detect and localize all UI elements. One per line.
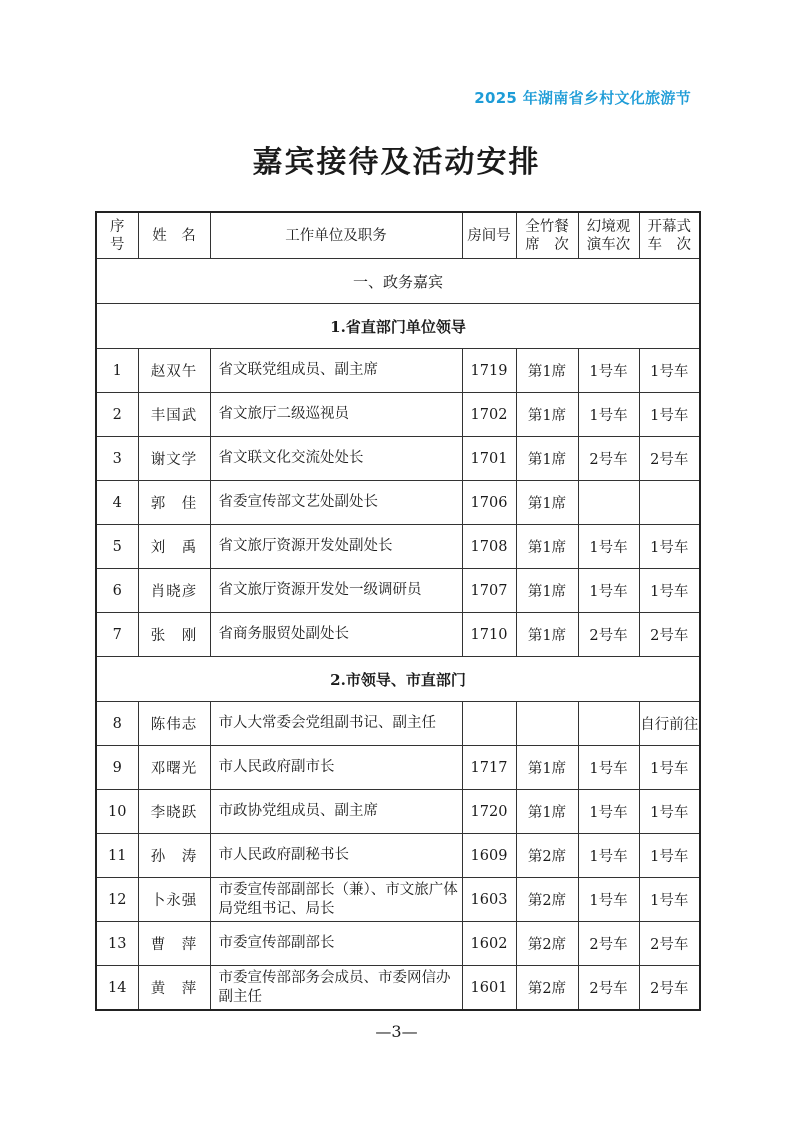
table-row <box>96 481 700 525</box>
cell-opening: 1号车 <box>639 746 700 790</box>
cell-show: 1号车 <box>578 393 639 437</box>
cell-opening: 1号车 <box>639 349 700 393</box>
cell-room: 1719 <box>462 349 516 393</box>
cell-room: 1602 <box>462 922 516 966</box>
cell-unit: 市委宣传部部务会成员、市委网信办副主任 <box>210 966 462 1011</box>
header-show: 幻境观演车次 <box>578 212 639 259</box>
cell-name: 李晓跃 <box>138 790 210 834</box>
table-row <box>96 393 700 437</box>
cell-opening: 2号车 <box>639 613 700 657</box>
cell-room: 1701 <box>462 437 516 481</box>
cell-room: 1609 <box>462 834 516 878</box>
cell-name: 邓曙光 <box>138 746 210 790</box>
header-unit: 工作单位及职务 <box>210 212 462 259</box>
cell-name: 黄 萍 <box>138 966 210 1011</box>
table-row <box>96 437 700 481</box>
cell-banquet: 第1席 <box>516 525 578 569</box>
cell-show: 1号车 <box>578 349 639 393</box>
cell-room: 1720 <box>462 790 516 834</box>
table-row <box>96 569 700 613</box>
festival-header: 2025 年湖南省乡村文化旅游节 <box>474 89 691 107</box>
table-row <box>96 790 700 834</box>
cell-seq: 10 <box>96 790 138 834</box>
table-row <box>96 878 700 922</box>
cell-unit: 省文联文化交流处处长 <box>210 437 462 481</box>
header-seq: 序号 <box>96 212 138 259</box>
subsection-row <box>96 657 700 702</box>
page-number: —3— <box>375 1022 418 1041</box>
cell-room: 1603 <box>462 878 516 922</box>
cell-opening: 1号车 <box>639 878 700 922</box>
cell-name: 赵双午 <box>138 349 210 393</box>
cell-unit: 省文旅厅二级巡视员 <box>210 393 462 437</box>
cell-banquet: 第2席 <box>516 966 578 1011</box>
cell-show: 2号车 <box>578 437 639 481</box>
cell-unit: 省委宣传部文艺处副处长 <box>210 481 462 525</box>
section-row <box>96 259 700 304</box>
cell-seq: 3 <box>96 437 138 481</box>
cell-unit: 省文联党组成员、副主席 <box>210 349 462 393</box>
cell-opening: 1号车 <box>639 834 700 878</box>
cell-show: 1号车 <box>578 746 639 790</box>
cell-seq: 2 <box>96 393 138 437</box>
cell-opening: 2号车 <box>639 922 700 966</box>
cell-banquet: 第1席 <box>516 746 578 790</box>
cell-seq: 9 <box>96 746 138 790</box>
cell-name: 丰国武 <box>138 393 210 437</box>
cell-show: 2号车 <box>578 922 639 966</box>
cell-name: 刘 禹 <box>138 525 210 569</box>
subsection-title: 2.市领导、市直部门 <box>96 657 700 702</box>
cell-banquet: 第1席 <box>516 790 578 834</box>
header-name: 姓 名 <box>138 212 210 259</box>
cell-seq: 4 <box>96 481 138 525</box>
header-room: 房间号 <box>462 212 516 259</box>
cell-seq: 11 <box>96 834 138 878</box>
cell-opening <box>639 481 700 525</box>
cell-unit: 市人民政府副秘书长 <box>210 834 462 878</box>
cell-opening: 1号车 <box>639 790 700 834</box>
table-row <box>96 349 700 393</box>
cell-banquet: 第2席 <box>516 922 578 966</box>
cell-unit: 市委宣传部副部长（兼）、市文旅广体局党组书记、局长 <box>210 878 462 922</box>
cell-show: 2号车 <box>578 966 639 1011</box>
cell-seq: 12 <box>96 878 138 922</box>
cell-unit: 市政协党组成员、副主席 <box>210 790 462 834</box>
table-row <box>96 922 700 966</box>
table-header-row <box>96 212 700 259</box>
cell-show: 1号车 <box>578 569 639 613</box>
cell-room: 1706 <box>462 481 516 525</box>
cell-banquet: 第1席 <box>516 481 578 525</box>
cell-room: 1707 <box>462 569 516 613</box>
cell-seq: 6 <box>96 569 138 613</box>
cell-opening: 2号车 <box>639 966 700 1011</box>
cell-banquet <box>516 702 578 746</box>
subsection-row <box>96 304 700 349</box>
subsection-title: 1.省直部门单位领导 <box>96 304 700 349</box>
cell-unit: 省商务服贸处副处长 <box>210 613 462 657</box>
cell-opening: 自行前往 <box>639 702 700 746</box>
cell-seq: 7 <box>96 613 138 657</box>
section-title: 一、政务嘉宾 <box>96 259 700 304</box>
cell-name: 谢文学 <box>138 437 210 481</box>
cell-name: 郭 佳 <box>138 481 210 525</box>
cell-opening: 1号车 <box>639 569 700 613</box>
cell-unit: 市委宣传部副部长 <box>210 922 462 966</box>
cell-unit: 市人大常委会党组副书记、副主任 <box>210 702 462 746</box>
cell-room: 1601 <box>462 966 516 1011</box>
cell-name: 曹 萍 <box>138 922 210 966</box>
cell-room: 1710 <box>462 613 516 657</box>
cell-name: 张 刚 <box>138 613 210 657</box>
guest-schedule-table <box>95 211 701 1011</box>
header-banquet: 全竹餐席 次 <box>516 212 578 259</box>
cell-opening: 1号车 <box>639 525 700 569</box>
cell-show: 1号车 <box>578 834 639 878</box>
cell-room: 1708 <box>462 525 516 569</box>
cell-seq: 13 <box>96 922 138 966</box>
cell-banquet: 第2席 <box>516 878 578 922</box>
cell-name: 卜永强 <box>138 878 210 922</box>
cell-unit: 省文旅厅资源开发处一级调研员 <box>210 569 462 613</box>
table-row <box>96 613 700 657</box>
cell-seq: 5 <box>96 525 138 569</box>
cell-seq: 14 <box>96 966 138 1011</box>
table-row <box>96 746 700 790</box>
cell-room: 1702 <box>462 393 516 437</box>
cell-name: 肖晓彦 <box>138 569 210 613</box>
cell-banquet: 第1席 <box>516 569 578 613</box>
cell-seq: 1 <box>96 349 138 393</box>
cell-show: 1号车 <box>578 878 639 922</box>
cell-show: 1号车 <box>578 525 639 569</box>
table-row <box>96 834 700 878</box>
table-row <box>96 702 700 746</box>
table-row <box>96 966 700 1011</box>
cell-name: 孙 涛 <box>138 834 210 878</box>
cell-show <box>578 481 639 525</box>
cell-name: 陈伟志 <box>138 702 210 746</box>
cell-room: 1717 <box>462 746 516 790</box>
cell-room <box>462 702 516 746</box>
cell-opening: 2号车 <box>639 437 700 481</box>
cell-seq: 8 <box>96 702 138 746</box>
header-opening: 开幕式车 次 <box>639 212 700 259</box>
cell-opening: 1号车 <box>639 393 700 437</box>
cell-banquet: 第1席 <box>516 393 578 437</box>
cell-unit: 市人民政府副市长 <box>210 746 462 790</box>
cell-banquet: 第1席 <box>516 613 578 657</box>
cell-show: 1号车 <box>578 790 639 834</box>
cell-show <box>578 702 639 746</box>
cell-show: 2号车 <box>578 613 639 657</box>
table-row <box>96 525 700 569</box>
page-title: 嘉宾接待及活动安排 <box>252 145 541 180</box>
cell-banquet: 第2席 <box>516 834 578 878</box>
cell-banquet: 第1席 <box>516 437 578 481</box>
cell-banquet: 第1席 <box>516 349 578 393</box>
cell-unit: 省文旅厅资源开发处副处长 <box>210 525 462 569</box>
